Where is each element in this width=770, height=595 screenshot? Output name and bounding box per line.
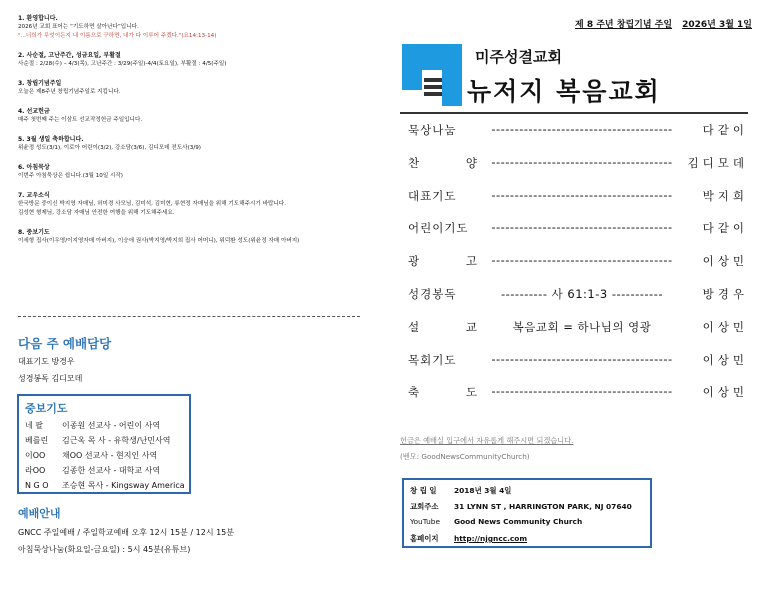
order-row bbox=[408, 253, 748, 273]
announcement-title: 2. 사순절, 고난주간, 성금요일, 부활절 bbox=[18, 52, 121, 59]
order-row bbox=[408, 319, 748, 339]
next-week-title: 다음 주 예배담당 bbox=[18, 336, 112, 351]
order-row bbox=[408, 188, 748, 208]
announcement-title: 1. 환영합니다. bbox=[18, 15, 58, 22]
header-rule bbox=[400, 112, 748, 114]
announcement bbox=[18, 228, 380, 246]
announcement-line: 한국방문 중이신 박지영 자매님, 허미경 사모님, 김미석, 김미현, 류현정 자매님을 위해 기도해주시기 바랍니다. bbox=[18, 201, 286, 207]
info-address bbox=[410, 501, 632, 512]
info-value: 31 LYNN ST , HARRINGTON PARK, NJ 07640 bbox=[454, 502, 632, 511]
prayer-region: 라OO bbox=[25, 466, 46, 475]
youtube-channel[interactable]: Good News Community Church bbox=[454, 517, 583, 526]
service-date: 2026년 3월 1일 bbox=[682, 20, 752, 30]
order-item: 축 도 bbox=[408, 385, 478, 400]
prayer-region: N G O bbox=[25, 481, 49, 490]
prayer-missionary: 김종한 선교사 - 대학교 사역 bbox=[62, 466, 161, 475]
order-detail: --------------------------------------- bbox=[491, 351, 673, 366]
info-key: 홈페이지 bbox=[410, 534, 439, 543]
announcement-line: 위윤정 성도(3/1), 이로아 어린이(3/2), 강소담(3/6), 김디모데 전도사(3/9) bbox=[18, 145, 201, 151]
order-leader: 다같이 bbox=[702, 221, 748, 236]
announcement bbox=[18, 107, 380, 125]
announcement-line: 매주 첫번째 주는 이삼트 선교작정헌금 주일입니다. bbox=[18, 117, 143, 123]
announcement-line: 오늘은 제8주년 창립기념주일로 지킵니다. bbox=[18, 89, 121, 95]
order-row bbox=[408, 155, 748, 175]
order-leader: 이상민 bbox=[702, 352, 748, 367]
prayer-box bbox=[17, 394, 191, 494]
order-detail: --------------------------------------- bbox=[491, 253, 673, 268]
prayer-title: 중보기도 bbox=[25, 402, 68, 415]
info-youtube bbox=[410, 517, 582, 526]
order-item: 목회기도 bbox=[408, 352, 457, 367]
order-detail: 복음교회 = 하나님의 영광 bbox=[512, 319, 652, 334]
order-leader: 이상민 bbox=[702, 319, 748, 334]
info-website bbox=[410, 533, 527, 544]
order-leader: 이상민 bbox=[702, 254, 748, 269]
order-leader: 박지희 bbox=[702, 188, 748, 203]
order-leader: 방경우 bbox=[702, 287, 748, 301]
announcement-line: 김성현 형제님, 강소담 자매님 안전한 여행을 위해 기도해주세요. bbox=[18, 210, 175, 216]
church-name: 뉴저지 복음교회 bbox=[467, 77, 661, 106]
announcement-line: 이세형 집사(이우영/이지영자매 아버지), 이승애 권사(박지영/박지희 집사 어머니), 위덕환 성도(위윤정 자매 아버지) bbox=[18, 238, 300, 244]
order-detail: --------------------------------------- bbox=[491, 384, 673, 399]
info-key: 교회주소 bbox=[410, 502, 439, 511]
order-item: 찬 양 bbox=[408, 155, 478, 170]
announcement bbox=[18, 79, 380, 97]
order-row bbox=[408, 352, 748, 372]
order-item: 묵상나눔 bbox=[408, 123, 457, 137]
denomination-name: 미주성결교회 bbox=[475, 48, 562, 66]
order-row bbox=[408, 384, 748, 404]
prayer-missionary: 김근옥 목 사 - 유학생/난민사역 bbox=[62, 436, 171, 445]
announcement-title: 6. 아침묵상 bbox=[18, 164, 50, 171]
prayer-region: 이OO bbox=[25, 451, 46, 460]
order-row bbox=[408, 122, 748, 142]
announcement bbox=[18, 135, 380, 153]
announcement-title: 7. 교우소식 bbox=[18, 192, 50, 199]
worship-title: 예배안내 bbox=[18, 507, 61, 520]
order-detail: --------------------------------------- bbox=[491, 187, 673, 202]
announcement-line: 이번주 아침묵상은 쉽니다.(3월 10일 시작) bbox=[18, 173, 123, 179]
service-header bbox=[565, 17, 752, 30]
announcement bbox=[18, 51, 380, 69]
info-key: 창 립 일 bbox=[410, 486, 437, 495]
order-item: 대표기도 bbox=[408, 188, 457, 203]
church-logo-icon bbox=[402, 44, 462, 110]
order-item: 설 교 bbox=[408, 319, 478, 334]
info-founded bbox=[410, 485, 511, 496]
announcement-title: 3. 창립기념주일 bbox=[18, 80, 62, 87]
divider bbox=[18, 316, 360, 317]
prayer-missionary: 조승현 목사 - Kingsway America bbox=[62, 481, 185, 490]
announcement-line: 2026년 교회 표어는 “기도하면 살아난다”입니다. bbox=[18, 24, 139, 30]
order-item: 어린이기도 bbox=[408, 221, 469, 236]
prayer-row bbox=[25, 420, 160, 431]
announcement-title: 8. 중보기도 bbox=[18, 229, 50, 236]
announcement-title: 5. 3월 생일 축하합니다. bbox=[18, 136, 84, 143]
order-detail: --------------------------------------- bbox=[491, 154, 673, 169]
prayer-missionary: 이종원 선교사 - 어린이 사역 bbox=[62, 421, 161, 430]
announcements bbox=[18, 14, 380, 256]
announcement bbox=[18, 191, 380, 218]
info-key: YouTube bbox=[410, 517, 441, 526]
info-value: 2018년 3월 4일 bbox=[454, 486, 512, 495]
offering-note: 헌금은 예배실 입구에서 자유롭게 해주시면 되겠습니다. bbox=[400, 436, 574, 445]
announcement bbox=[18, 163, 380, 181]
anniversary-label: 제 8 주년 창립기념 주일 bbox=[575, 20, 673, 30]
venmo-note: (벤모: GoodNewsCommunityChurch) bbox=[400, 452, 530, 461]
prayer-region: 베를린 bbox=[25, 436, 49, 445]
order-row bbox=[408, 286, 748, 306]
announcement-title: 4. 선교헌금 bbox=[18, 108, 50, 115]
order-detail: --------------------------------------- bbox=[491, 220, 673, 235]
announcement-line: 사순절 : 2/28(수) – 4/3(목), 고난주간 : 3/29(주일)-4/4(토요일), 부활절 : 4/5(주일) bbox=[18, 61, 227, 67]
order-item: 성경봉독 bbox=[408, 287, 457, 301]
worship-line: GNCC 주일예배 / 주일학교예배 오후 12시 15분 / 12시 15분 bbox=[18, 528, 234, 537]
prayer-row bbox=[25, 465, 160, 476]
next-week-line: 대표기도 방경우 bbox=[18, 357, 75, 366]
prayer-row bbox=[25, 435, 171, 446]
announcement-line: "...너희가 무엇이든지 내 이름으로 구하면, 내가 다 이루어 주겠다."(요14:13-14) bbox=[18, 33, 217, 39]
prayer-missionary: 채OO 선교사 - 현지인 사역 bbox=[62, 451, 158, 460]
website-link[interactable]: http://njgncc.com bbox=[454, 534, 528, 543]
order-leader: 다같이 bbox=[702, 123, 748, 137]
order-row bbox=[408, 220, 748, 240]
order-leader: 김디모데 bbox=[687, 155, 748, 170]
order-leader: 이상민 bbox=[702, 385, 748, 400]
order-detail: ---------- 사 61:1-3 ----------- bbox=[500, 287, 663, 301]
announcement bbox=[18, 14, 380, 41]
prayer-row bbox=[25, 480, 185, 491]
prayer-region: 네 팔 bbox=[25, 421, 43, 430]
worship-line: 아침묵상나눔(화요일-금요일) : 5시 45분(유튜브) bbox=[18, 545, 191, 554]
next-week-line: 성경봉독 김디모데 bbox=[18, 374, 83, 383]
prayer-row bbox=[25, 450, 157, 461]
order-detail: --------------------------------------- bbox=[491, 122, 673, 136]
order-item: 광 고 bbox=[408, 254, 478, 269]
church-info-box bbox=[402, 478, 652, 548]
